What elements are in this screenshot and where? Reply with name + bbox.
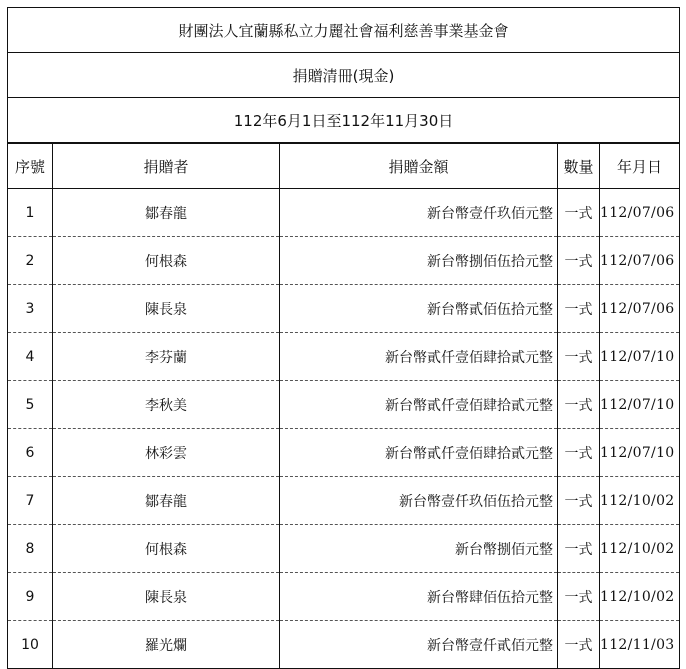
cell-amount: 新台幣貳仟壹佰肆拾貳元整 xyxy=(280,381,558,429)
cell-donor: 陳長泉 xyxy=(53,285,280,333)
cell-date: 112/07/06 xyxy=(600,189,680,237)
cell-no: 5 xyxy=(8,381,53,429)
cell-qty: 一式 xyxy=(558,237,600,285)
cell-amount: 新台幣貳仟壹佰肆拾貳元整 xyxy=(280,333,558,381)
cell-no: 3 xyxy=(8,285,53,333)
table-row xyxy=(8,525,680,573)
table-row xyxy=(8,621,680,669)
cell-qty: 一式 xyxy=(558,525,600,573)
cell-qty: 一式 xyxy=(558,285,600,333)
cell-date: 112/10/02 xyxy=(600,477,680,525)
header-no: 序號 xyxy=(8,143,53,189)
donation-sheet xyxy=(7,7,679,669)
donation-table xyxy=(7,7,680,669)
cell-donor: 陳長泉 xyxy=(53,573,280,621)
subtitle-row xyxy=(8,53,680,98)
cell-no: 4 xyxy=(8,333,53,381)
table-row xyxy=(8,285,680,333)
cell-qty: 一式 xyxy=(558,333,600,381)
cell-no: 8 xyxy=(8,525,53,573)
table-row xyxy=(8,189,680,237)
cell-amount: 新台幣壹仟玖佰元整 xyxy=(280,189,558,237)
cell-date: 112/07/06 xyxy=(600,285,680,333)
cell-date: 112/11/03 xyxy=(600,621,680,669)
document-period: 112年6月1日至112年11月30日 xyxy=(8,98,680,144)
cell-no: 1 xyxy=(8,189,53,237)
cell-donor: 羅光爛 xyxy=(53,621,280,669)
cell-amount: 新台幣捌佰元整 xyxy=(280,525,558,573)
cell-no: 7 xyxy=(8,477,53,525)
header-date: 年月日 xyxy=(600,143,680,189)
cell-amount: 新台幣捌佰伍拾元整 xyxy=(280,237,558,285)
cell-date: 112/07/10 xyxy=(600,429,680,477)
cell-qty: 一式 xyxy=(558,189,600,237)
cell-donor: 李秋美 xyxy=(53,381,280,429)
cell-date: 112/07/10 xyxy=(600,333,680,381)
table-row xyxy=(8,429,680,477)
cell-no: 6 xyxy=(8,429,53,477)
cell-date: 112/10/02 xyxy=(600,573,680,621)
cell-amount: 新台幣壹仟玖佰伍拾元整 xyxy=(280,477,558,525)
header-donor: 捐贈者 xyxy=(53,143,280,189)
cell-amount: 新台幣肆佰伍拾元整 xyxy=(280,573,558,621)
cell-donor: 鄒春龍 xyxy=(53,477,280,525)
cell-no: 2 xyxy=(8,237,53,285)
document-title: 財團法人宜蘭縣私立力麗社會福利慈善事業基金會 xyxy=(8,8,680,53)
cell-qty: 一式 xyxy=(558,429,600,477)
document-subtitle: 捐贈清冊(現金) xyxy=(8,53,680,98)
cell-donor: 李芬蘭 xyxy=(53,333,280,381)
table-row xyxy=(8,573,680,621)
cell-amount: 新台幣壹仟貳佰元整 xyxy=(280,621,558,669)
cell-qty: 一式 xyxy=(558,621,600,669)
table-row xyxy=(8,333,680,381)
cell-qty: 一式 xyxy=(558,381,600,429)
cell-date: 112/07/10 xyxy=(600,381,680,429)
cell-donor: 何根森 xyxy=(53,237,280,285)
header-amount: 捐贈金額 xyxy=(280,143,558,189)
column-header-row xyxy=(8,143,680,189)
cell-date: 112/07/06 xyxy=(600,237,680,285)
title-row xyxy=(8,8,680,53)
cell-no: 9 xyxy=(8,573,53,621)
cell-date: 112/10/02 xyxy=(600,525,680,573)
period-row xyxy=(8,98,680,144)
cell-donor: 林彩雲 xyxy=(53,429,280,477)
table-row xyxy=(8,477,680,525)
table-row xyxy=(8,381,680,429)
cell-qty: 一式 xyxy=(558,477,600,525)
table-row xyxy=(8,237,680,285)
cell-donor: 何根森 xyxy=(53,525,280,573)
cell-amount: 新台幣貳佰伍拾元整 xyxy=(280,285,558,333)
cell-no: 10 xyxy=(8,621,53,669)
header-qty: 數量 xyxy=(558,143,600,189)
cell-amount: 新台幣貳仟壹佰肆拾貳元整 xyxy=(280,429,558,477)
cell-donor: 鄒春龍 xyxy=(53,189,280,237)
cell-qty: 一式 xyxy=(558,573,600,621)
